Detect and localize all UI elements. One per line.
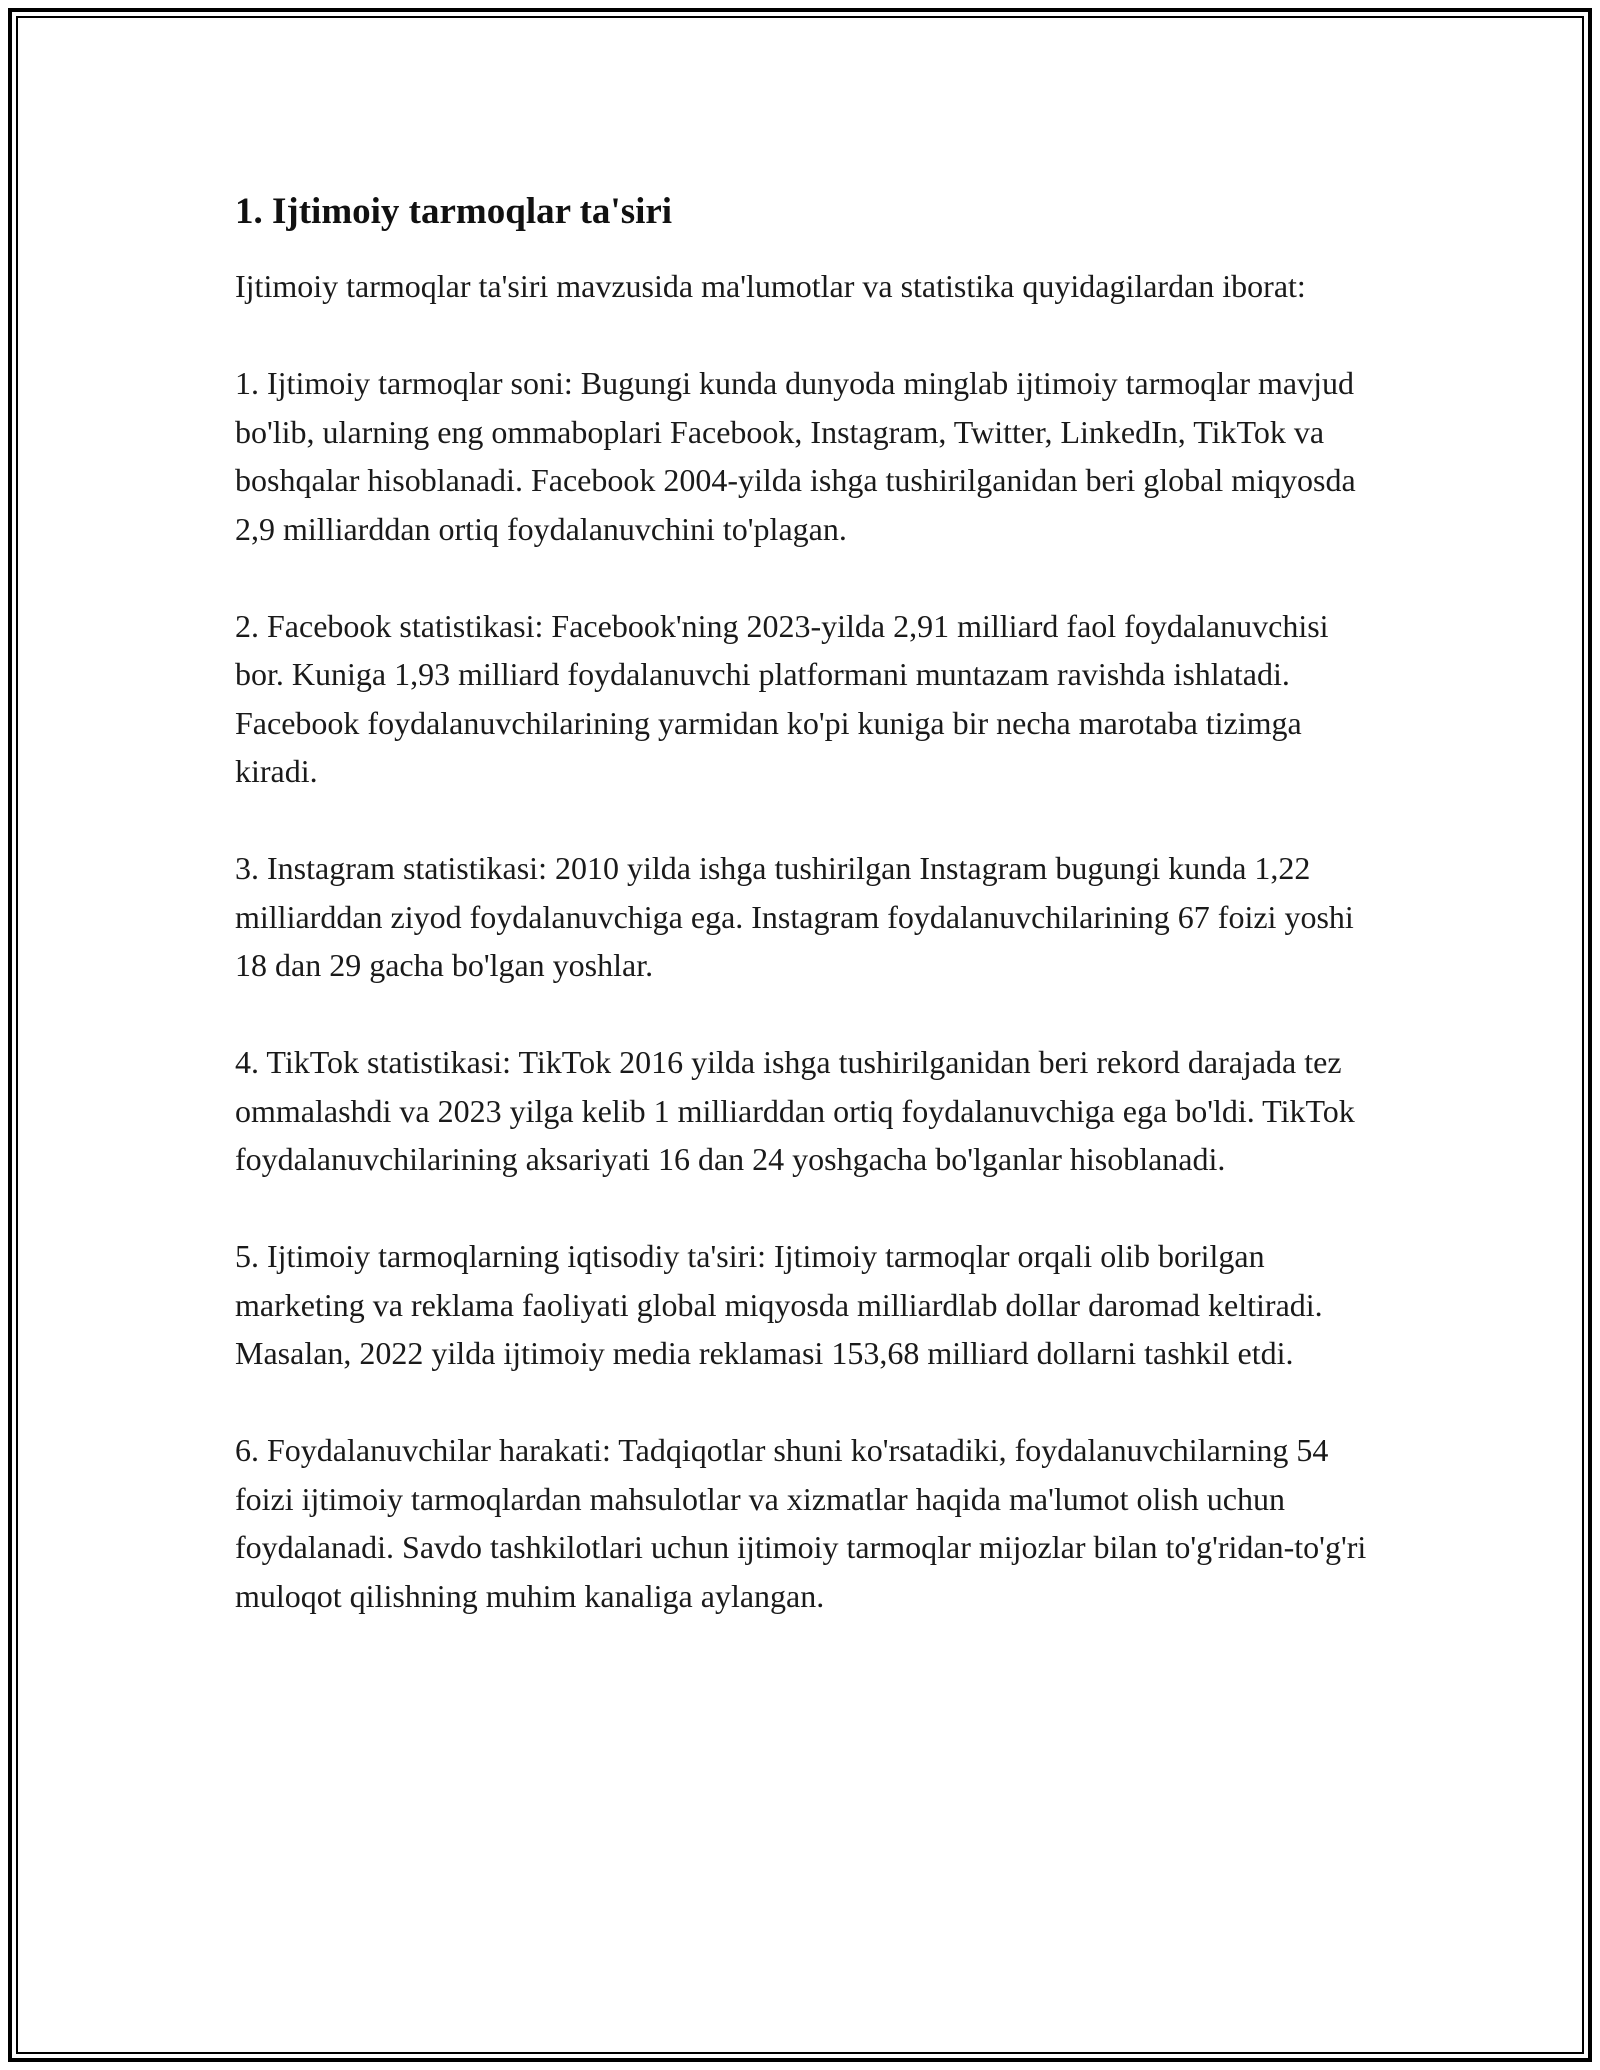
section-4-tiktok-statistics: 4. TikTok statistikasi: TikTok 2016 yilda ishga tushirilganidan beri rekord darajada tez ommalashdi va 2023 yilga kelib 1 milliarddan ortiq foydalanuvchiga ega bo'ldi. TikTok foydalanuvchilarining aksariyati 16 dan 24 yoshgacha bo'lganlar hisoblanadi. [235, 1044, 1355, 1177]
section-2-facebook-statistics: 2. Facebook statistikasi: Facebook'ning 2023-yilda 2,91 milliard faol foydalanuvchisi bor. Kuniga 1,93 milliard foydalanuvchi platformani muntazam ravishda ishlatadi. Facebook foydalanuvchilarining yarmidan ko'pi kuniga bir necha marotaba tizimga kiradi. [235, 607, 1329, 789]
document-body [235, 188, 1375, 1669]
section-6-user-behavior: 6. Foydalanuvchilar harakati: Tadqiqotlar shuni ko'rsatadiki, foydalanuvchilarning 54 foizi ijtimoiy tarmoqlardan mahsulotlar va xizmatlar haqida ma'lumot olish uchun foydalanadi. Savdo tashkilotlari uchun ijtimoiy tarmoqlar mijozlar bilan to'g'ridan-to'g'ri muloqot qilishning muhim kanaliga aylangan. [235, 1432, 1367, 1614]
section-3-instagram-statistics: 3. Instagram statistikasi: 2010 yilda ishga tushirilgan Instagram bugungi kunda 1,22 milliarddan ziyod foydalanuvchiga ega. Instagram foydalanuvchilarining 67 foizi yoshi 18 dan 29 gacha bo'lgan yoshlar. [235, 850, 1354, 983]
intro-paragraph: Ijtimoiy tarmoqlar ta'siri mavzusida ma'lumotlar va statistika quyidagilardan iborat: [235, 268, 1306, 304]
section-1-social-networks-count: 1. Ijtimoiy tarmoqlar soni: Bugungi kunda dunyoda minglab ijtimoiy tarmoqlar mavjud bo'lib, ularning eng ommaboplari Facebook, Instagram, Twitter, LinkedIn, TikTok va boshqalar hisoblanadi. Facebook 2004-yilda ishga tushirilganidan beri global miqyosda 2,9 milliarddan ortiq foydalanuvchini to'plagan. [235, 365, 1356, 547]
page-title: 1. Ijtimoiy tarmoqlar ta'siri [235, 191, 673, 232]
section-5-economic-impact: 5. Ijtimoiy tarmoqlarning iqtisodiy ta'siri: Ijtimoiy tarmoqlar orqali olib borilgan marketing va reklama faoliyati global miqyosda milliardlab dollar daromad keltiradi. Masalan, 2022 yilda ijtimoiy media reklamasi 153,68 milliard dollarni tashkil etdi. [235, 1238, 1323, 1371]
